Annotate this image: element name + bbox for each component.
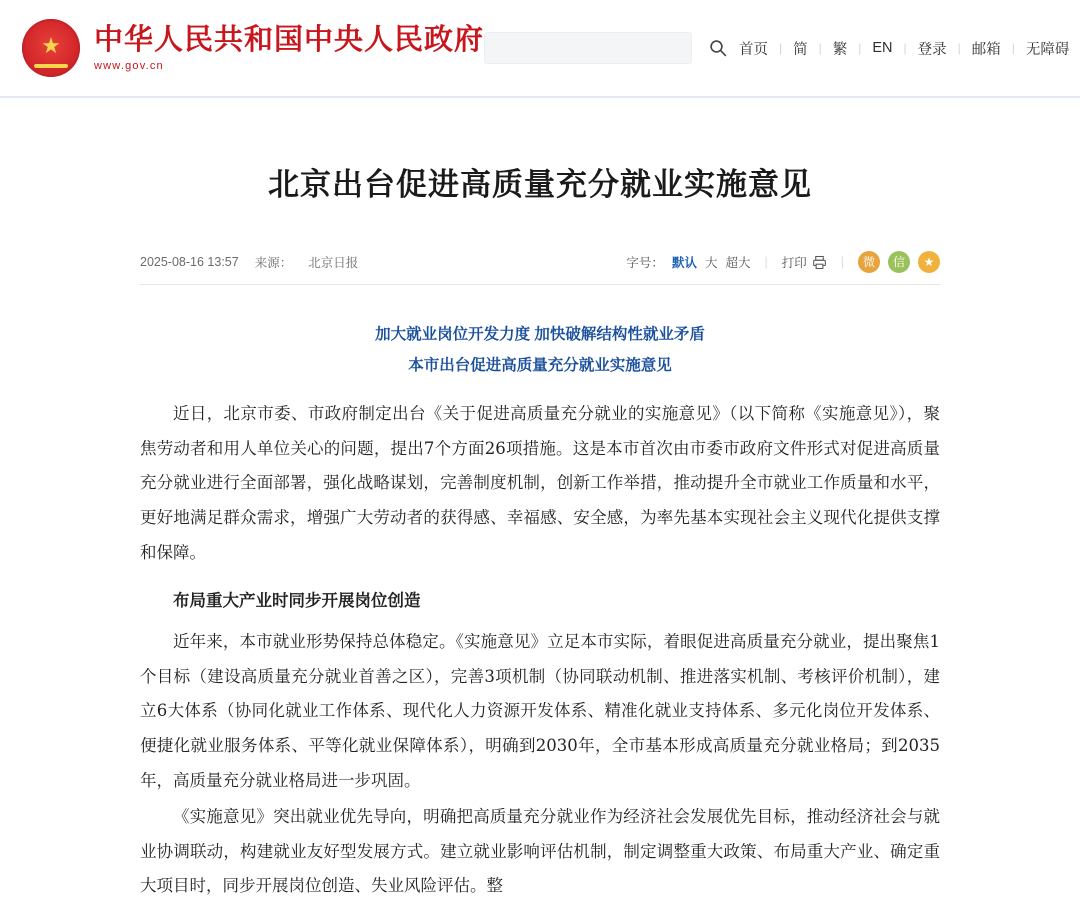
- article-meta-bar: [140, 240, 940, 285]
- paragraph: 《实施意见》突出就业优先导向，明确把高质量充分就业作为经济社会发展优先目标，推动经济社会与就业协调联动，构建就业友好型发展方式。建立就业影响评估机制，制定调整重大政策、布局重大产业、确定重大项目时，同步开展岗位创造、失业风险评估。整: [140, 807, 940, 896]
- nav-item-english[interactable]: EN: [872, 40, 893, 56]
- nav-separator: |: [818, 41, 822, 55]
- nav-separator: |: [858, 41, 862, 55]
- nav-item-home[interactable]: 首页: [739, 41, 769, 58]
- font-size-xlarge[interactable]: 超大: [725, 256, 751, 271]
- meta-divider: |: [764, 255, 768, 270]
- subtitle-line-2: 本市出台促进高质量充分就业实施意见: [408, 357, 672, 375]
- national-emblem-icon: [22, 19, 80, 77]
- source-label: 来源：: [254, 256, 293, 271]
- search-input[interactable]: [484, 32, 692, 64]
- wechat-icon[interactable]: 信: [888, 251, 910, 273]
- favorite-icon[interactable]: ★: [918, 251, 940, 273]
- meta-right: [626, 251, 940, 273]
- subtitle-line-1: 加大就业岗位开发力度 加快破解结构性就业矛盾: [375, 326, 705, 344]
- share-buttons: [858, 251, 940, 273]
- nav-separator: |: [1011, 41, 1015, 55]
- article-container: [140, 98, 940, 904]
- nav-item-accessibility[interactable]: 无障碍: [1025, 41, 1070, 58]
- site-url: www.gov.cn: [94, 60, 164, 73]
- meta-left: [140, 253, 358, 271]
- publish-datetime: 2025-08-16 13:57: [140, 255, 239, 270]
- search-icon[interactable]: [708, 38, 728, 58]
- nav-item-simplified[interactable]: 简: [793, 41, 808, 58]
- weibo-icon[interactable]: 微: [858, 251, 880, 273]
- nav-separator: |: [779, 41, 783, 55]
- header-right: [484, 32, 1080, 64]
- site-title-block: [94, 24, 484, 72]
- article-body: [140, 397, 940, 904]
- nav-separator: |: [957, 41, 961, 55]
- meta-divider: |: [840, 255, 844, 270]
- font-size-default[interactable]: 默认: [671, 256, 697, 271]
- paragraph: 近日，北京市委、市政府制定出台《关于促进高质量充分就业的实施意见》（以下简称《实施意见》），聚焦劳动者和用人单位关心的问题，提出7个方面26项措施。这是本市首次由市委市政府文件形式对促进高质量充分就业进行全面部署，强化战略谋划，完善制度机制，创新工作举措，推动提升全市就业工作质量和水平，更好地满足群众需求，增强广大劳动者的获得感、幸福感、安全感，为率先基本实现社会主义现代化提供支撑和保障。: [140, 404, 940, 562]
- site-logo[interactable]: [22, 19, 484, 77]
- nav-item-mail[interactable]: 邮箱: [971, 41, 1001, 58]
- font-size-large[interactable]: 大: [704, 256, 718, 271]
- section-heading: 布局重大产业时同步开展岗位创造: [173, 591, 421, 611]
- header-nav: [708, 38, 1080, 59]
- font-size-controls: [626, 253, 750, 271]
- nav-separator: |: [903, 41, 907, 55]
- source-name: 北京日报: [308, 256, 359, 271]
- print-label: 打印: [781, 256, 807, 271]
- print-button[interactable]: [782, 253, 827, 271]
- font-size-label: 字号：: [626, 256, 664, 271]
- site-name: 中华人民共和国中央人民政府: [94, 23, 485, 56]
- page-title: 北京出台促进高质量充分就业实施意见: [268, 166, 812, 202]
- nav-item-login[interactable]: 登录: [917, 41, 947, 58]
- nav-item-traditional[interactable]: 繁: [832, 41, 848, 58]
- site-header: [0, 0, 1080, 98]
- article-subtitle: [140, 319, 940, 381]
- printer-icon: [812, 255, 827, 270]
- paragraph: 近年来，本市就业形势保持总体稳定。《实施意见》立足本市实际，着眼促进高质量充分就业，提出聚焦1个目标（建设高质量充分就业首善之区），完善3项机制（协同联动机制、推进落实机制、考核评价机制），建立6大体系（协同化就业工作体系、现代化人力资源开发体系、精准化就业支持体系、多元化岗位开发体系、便捷化就业服务体系、平等化就业保障体系），明确到2030年，全市基本形成高质量充分就业格局；到2035年，高质量充分就业格局进一步巩固。: [140, 632, 940, 790]
